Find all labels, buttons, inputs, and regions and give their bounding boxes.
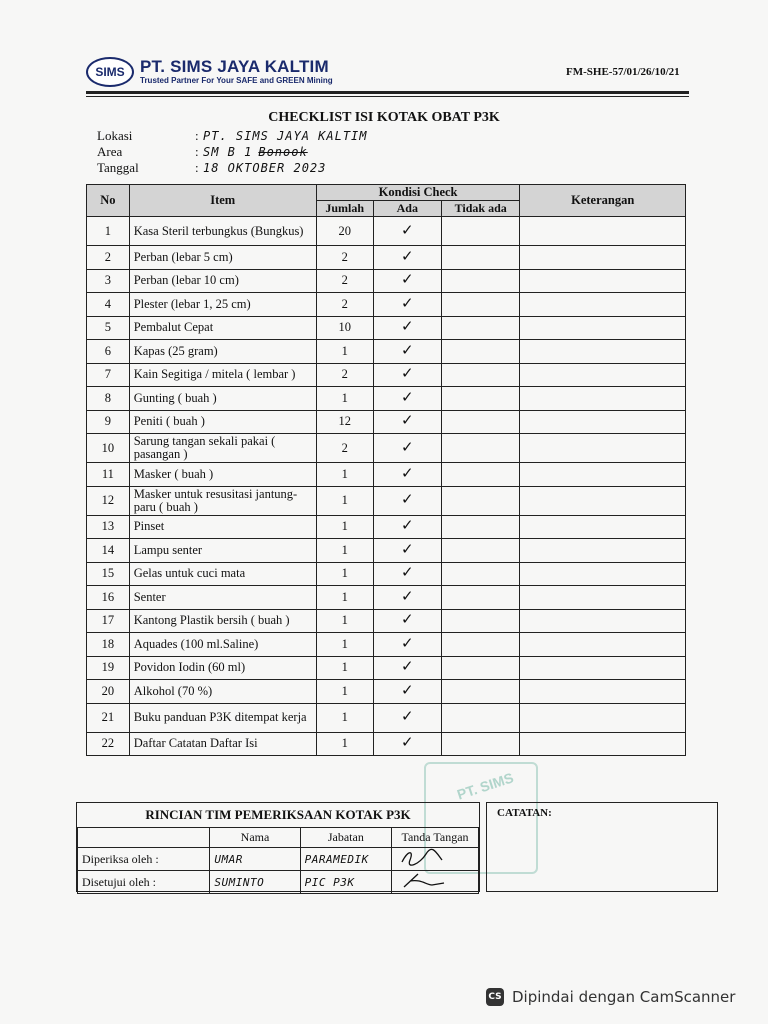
row-keterangan: [520, 515, 686, 539]
signature-icon: [396, 871, 450, 889]
inspection-team-title: RINCIAN TIM PEMERIKSAAN KOTAK P3K: [145, 807, 411, 822]
row-tidak-ada: [442, 217, 520, 246]
row-tidak-ada: [442, 434, 520, 463]
row-ada-check: ✓: [373, 340, 441, 364]
row-tidak-ada: [442, 410, 520, 434]
row-tidak-ada: [442, 703, 520, 732]
row-ada-check: ✓: [373, 562, 441, 586]
document-title: CHECKLIST ISI KOTAK OBAT P3K: [268, 110, 500, 125]
table-row: [87, 562, 686, 586]
meta-area: Area : SM B 1 Bonook: [97, 144, 308, 159]
disetujui-label: Disetujui oleh :: [78, 871, 210, 894]
row-keterangan: [520, 586, 686, 610]
row-item: Peniti ( buah ): [129, 410, 316, 434]
row-tidak-ada: [442, 656, 520, 680]
header-no: No: [87, 185, 130, 217]
meta-lokasi: Lokasi : PT. SIMS JAYA KALTIM: [97, 128, 368, 143]
row-no: 8: [87, 387, 130, 411]
row-no: 1: [87, 217, 130, 246]
area-label: Area: [97, 144, 123, 159]
meta-tanggal: Tanggal : 18 OKTOBER 2023: [97, 160, 327, 175]
row-no: 20: [87, 680, 130, 704]
table-row: [87, 609, 686, 633]
row-keterangan: [520, 387, 686, 411]
table-row: [87, 316, 686, 340]
row-keterangan: [520, 609, 686, 633]
row-keterangan: [520, 463, 686, 487]
table-row: [87, 463, 686, 487]
table-row: [87, 340, 686, 364]
row-tidak-ada: [442, 732, 520, 756]
table-row: [87, 656, 686, 680]
tanggal-value: 18 OKTOBER 2023: [203, 161, 327, 175]
row-ada-check: ✓: [373, 217, 441, 246]
diperiksa-signature: [392, 848, 479, 871]
table-row: [87, 539, 686, 563]
row-jumlah: 1: [316, 586, 373, 610]
header-item: Item: [129, 185, 316, 217]
inspection-team-box: [76, 802, 480, 892]
row-tidak-ada: [442, 269, 520, 293]
row-jumlah: 1: [316, 387, 373, 411]
row-item: Aquades (100 ml.Saline): [129, 633, 316, 657]
row-item: Povidon Iodin (60 ml): [129, 656, 316, 680]
row-item: Buku panduan P3K ditempat kerja: [129, 703, 316, 732]
header-ada: Ada: [373, 201, 441, 217]
stamp-text: PT. SIMS: [454, 769, 516, 803]
row-jumlah: 2: [316, 246, 373, 270]
row-tidak-ada: [442, 387, 520, 411]
disetujui-nama: SUMINTO: [210, 871, 300, 894]
row-tidak-ada: [442, 463, 520, 487]
row-item: Senter: [129, 586, 316, 610]
row-keterangan: [520, 732, 686, 756]
col-jabatan: Jabatan: [300, 828, 391, 848]
meta-info: [97, 128, 368, 176]
row-tidak-ada: [442, 363, 520, 387]
row-item: Alkohol (70 %): [129, 680, 316, 704]
table-row: [87, 217, 686, 246]
row-keterangan: [520, 562, 686, 586]
row-jumlah: 1: [316, 539, 373, 563]
row-item: Pinset: [129, 515, 316, 539]
disetujui-signature: [392, 871, 479, 894]
row-no: 10: [87, 434, 130, 463]
table-row: [87, 387, 686, 411]
row-jumlah: 1: [316, 732, 373, 756]
row-keterangan: [520, 269, 686, 293]
row-keterangan: [520, 539, 686, 563]
tanggal-label: Tanggal: [97, 160, 139, 175]
row-jumlah: 2: [316, 293, 373, 317]
row-no: 12: [87, 486, 130, 515]
row-tidak-ada: [442, 293, 520, 317]
row-item: Gelas untuk cuci mata: [129, 562, 316, 586]
lokasi-label: Lokasi: [97, 128, 133, 143]
row-ada-check: ✓: [373, 269, 441, 293]
table-row: [87, 410, 686, 434]
row-item: Pembalut Cepat: [129, 316, 316, 340]
table-row: [87, 586, 686, 610]
row-item: Sarung tangan sekali pakai ( pasangan ): [129, 434, 316, 463]
row-jumlah: 1: [316, 486, 373, 515]
row-tidak-ada: [442, 246, 520, 270]
row-jumlah: 1: [316, 463, 373, 487]
col-nama: Nama: [210, 828, 300, 848]
row-item: Kasa Steril terbungkus (Bungkus): [129, 217, 316, 246]
lokasi-value: PT. SIMS JAYA KALTIM: [203, 129, 368, 143]
row-jumlah: 2: [316, 363, 373, 387]
disetujui-jabatan: PIC P3K: [300, 871, 391, 894]
row-no: 18: [87, 633, 130, 657]
row-ada-check: ✓: [373, 732, 441, 756]
sims-logo-mark: SIMS: [86, 57, 134, 87]
row-no: 9: [87, 410, 130, 434]
checklist-table: [86, 184, 686, 756]
row-ada-check: ✓: [373, 633, 441, 657]
area-value: SM B 1: [203, 145, 253, 159]
inspection-team-table: [77, 827, 479, 894]
row-ada-check: ✓: [373, 363, 441, 387]
row-keterangan: [520, 434, 686, 463]
table-row: [87, 434, 686, 463]
row-ada-check: ✓: [373, 586, 441, 610]
row-jumlah: 1: [316, 633, 373, 657]
signature-icon: [396, 848, 450, 866]
row-ada-check: ✓: [373, 609, 441, 633]
table-row: [87, 269, 686, 293]
row-item: Plester (lebar 1, 25 cm): [129, 293, 316, 317]
diperiksa-nama: UMAR: [210, 848, 300, 871]
row-jumlah: 1: [316, 340, 373, 364]
row-no: 16: [87, 586, 130, 610]
row-tidak-ada: [442, 515, 520, 539]
table-row: [87, 363, 686, 387]
row-keterangan: [520, 363, 686, 387]
row-keterangan: [520, 293, 686, 317]
row-no: 4: [87, 293, 130, 317]
col-tanda-tangan: Tanda Tangan: [392, 828, 479, 848]
row-no: 14: [87, 539, 130, 563]
header-keterangan: Keterangan: [520, 185, 686, 217]
table-row: [87, 515, 686, 539]
diperiksa-label: Diperiksa oleh :: [78, 848, 210, 871]
camscanner-watermark: [486, 986, 735, 1008]
row-jumlah: 10: [316, 316, 373, 340]
row-jumlah: 1: [316, 562, 373, 586]
row-jumlah: 2: [316, 269, 373, 293]
row-no: 5: [87, 316, 130, 340]
diperiksa-jabatan: PARAMEDIK: [300, 848, 391, 871]
row-keterangan: [520, 703, 686, 732]
row-tidak-ada: [442, 586, 520, 610]
row-item: Masker ( buah ): [129, 463, 316, 487]
row-no: 13: [87, 515, 130, 539]
row-jumlah: 1: [316, 609, 373, 633]
row-no: 11: [87, 463, 130, 487]
table-row: [87, 680, 686, 704]
row-jumlah: 1: [316, 515, 373, 539]
row-no: 6: [87, 340, 130, 364]
row-ada-check: ✓: [373, 680, 441, 704]
row-keterangan: [520, 316, 686, 340]
row-item: Gunting ( buah ): [129, 387, 316, 411]
table-row: [87, 293, 686, 317]
row-ada-check: ✓: [373, 434, 441, 463]
row-tidak-ada: [442, 680, 520, 704]
row-ada-check: ✓: [373, 463, 441, 487]
row-ada-check: ✓: [373, 656, 441, 680]
row-no: 21: [87, 703, 130, 732]
row-ada-check: ✓: [373, 486, 441, 515]
row-tidak-ada: [442, 486, 520, 515]
company-name: PT. SIMS JAYA KALTIM: [140, 57, 329, 76]
row-keterangan: [520, 217, 686, 246]
row-keterangan: [520, 340, 686, 364]
row-no: 2: [87, 246, 130, 270]
row-no: 17: [87, 609, 130, 633]
row-tidak-ada: [442, 609, 520, 633]
row-ada-check: ✓: [373, 539, 441, 563]
row-no: 19: [87, 656, 130, 680]
header-tidak-ada: Tidak ada: [442, 201, 520, 217]
row-no: 7: [87, 363, 130, 387]
row-keterangan: [520, 656, 686, 680]
company-logo: [86, 54, 333, 90]
row-jumlah: 2: [316, 434, 373, 463]
row-item: Daftar Catatan Daftar Isi: [129, 732, 316, 756]
row-tidak-ada: [442, 316, 520, 340]
camscanner-logo-icon: CS: [486, 988, 504, 1006]
row-jumlah: 1: [316, 703, 373, 732]
row-item: Kain Segitiga / mitela ( lembar ): [129, 363, 316, 387]
row-no: 22: [87, 732, 130, 756]
row-no: 15: [87, 562, 130, 586]
row-item: Masker untuk resusitasi jantung- paru ( buah ): [129, 486, 316, 515]
row-keterangan: [520, 633, 686, 657]
row-no: 3: [87, 269, 130, 293]
row-item: Perban (lebar 10 cm): [129, 269, 316, 293]
row-jumlah: 20: [316, 217, 373, 246]
row-keterangan: [520, 486, 686, 515]
row-item: Lampu senter: [129, 539, 316, 563]
row-ada-check: ✓: [373, 515, 441, 539]
row-keterangan: [520, 410, 686, 434]
area-struck-value: Bonook: [258, 145, 308, 159]
table-row: [87, 486, 686, 515]
table-row: [87, 732, 686, 756]
table-row: [87, 246, 686, 270]
row-ada-check: ✓: [373, 293, 441, 317]
row-tidak-ada: [442, 539, 520, 563]
row-jumlah: 12: [316, 410, 373, 434]
header-jumlah: Jumlah: [316, 201, 373, 217]
company-tagline: Trusted Partner For Your SAFE and GREEN Mining: [140, 76, 333, 85]
camscanner-text: Dipindai dengan CamScanner: [512, 988, 736, 1006]
row-item: Kapas (25 gram): [129, 340, 316, 364]
table-row: [87, 703, 686, 732]
row-keterangan: [520, 680, 686, 704]
header-divider: [86, 91, 689, 94]
header-kondisi: Kondisi Check: [316, 185, 520, 201]
table-row: [87, 633, 686, 657]
row-tidak-ada: [442, 633, 520, 657]
row-keterangan: [520, 246, 686, 270]
notes-box: [486, 802, 718, 892]
row-ada-check: ✓: [373, 246, 441, 270]
row-ada-check: ✓: [373, 410, 441, 434]
row-jumlah: 1: [316, 680, 373, 704]
row-item: Perban (lebar 5 cm): [129, 246, 316, 270]
header-divider-thin: [86, 96, 689, 97]
row-ada-check: ✓: [373, 316, 441, 340]
row-tidak-ada: [442, 340, 520, 364]
row-ada-check: ✓: [373, 387, 441, 411]
checklist-body: [87, 217, 686, 756]
row-ada-check: ✓: [373, 703, 441, 732]
notes-label: CATATAN:: [497, 807, 552, 819]
row-tidak-ada: [442, 562, 520, 586]
row-item: Kantong Plastik bersih ( buah ): [129, 609, 316, 633]
row-jumlah: 1: [316, 656, 373, 680]
form-number: FM-SHE-57/01/26/10/21: [566, 66, 680, 78]
